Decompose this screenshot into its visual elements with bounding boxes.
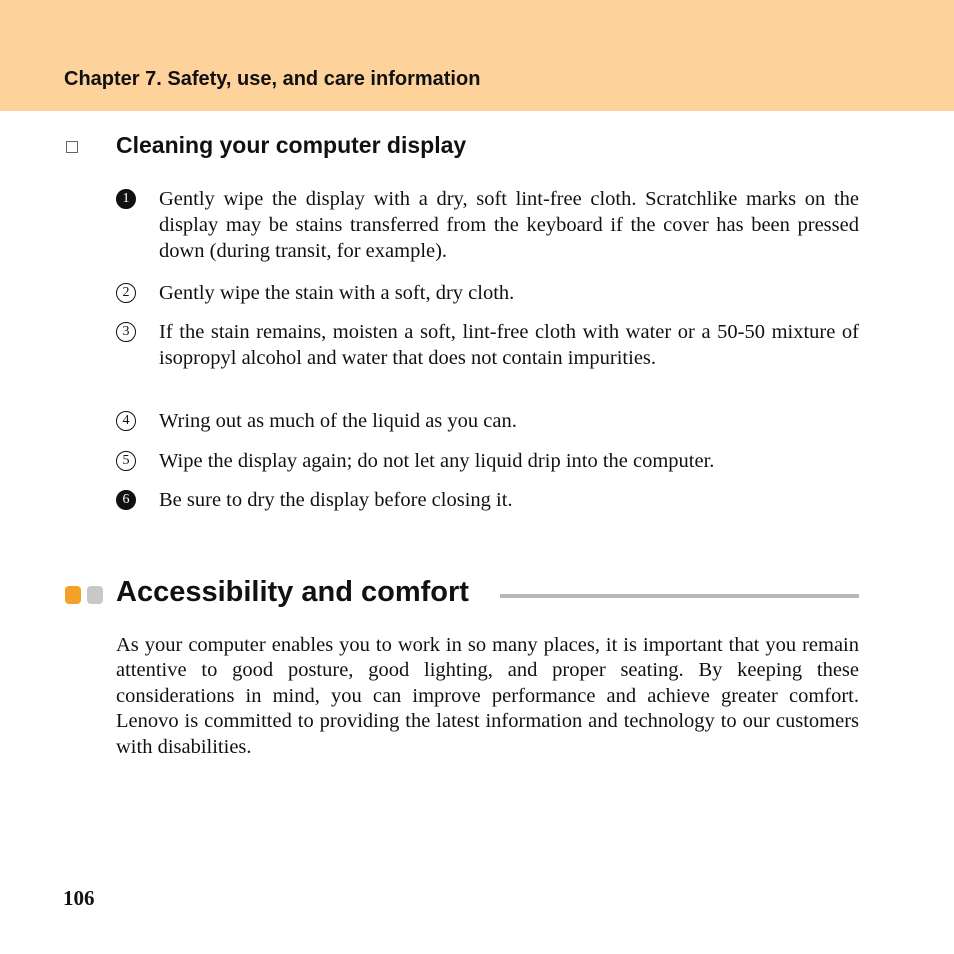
step-text-2: Gently wipe the stain with a soft, dry cloth. — [159, 282, 515, 304]
step-text-1: Gently wipe the display with a dry, soft lint-free cloth. Scratchlike marks on the display may be stains transferred from the keyboard if the cover has been pressed down (during transit, for example). — [159, 188, 859, 262]
step-text-5: Wipe the display again; do not let any liquid drip into the computer. — [159, 450, 715, 472]
step-text-6: Be sure to dry the display before closing it. — [159, 489, 513, 511]
step-number-5: 5 — [116, 451, 136, 471]
step-number-2: 2 — [116, 283, 136, 303]
subsection-heading: Cleaning your computer display — [116, 132, 467, 158]
step-number-4: 4 — [116, 411, 136, 431]
square-bullet-icon — [66, 141, 78, 153]
step-item-2 — [116, 280, 859, 306]
page-number: 106 — [63, 886, 95, 910]
section-paragraph: As your computer enables you to work in so many places, it is important that you remain attentive to good posture, good lighting, and proper seating. By keeping these considerations in mind, you can improve performance and achieve greater comfort. Lenovo is committed to providing the latest information and technology to our customers with disabilities. — [116, 634, 859, 758]
step-text-4: Wring out as much of the liquid as you can. — [159, 410, 517, 432]
step-item-3 — [116, 319, 859, 371]
step-number-6: 6 — [116, 490, 136, 510]
step-item-5 — [116, 448, 859, 474]
header-band — [0, 0, 954, 111]
orange-square-icon — [65, 586, 81, 604]
chapter-title: Chapter 7. Safety, use, and care information — [64, 68, 481, 90]
step-number-1: 1 — [116, 189, 136, 209]
gray-square-icon — [87, 586, 103, 604]
step-item-1 — [116, 186, 859, 264]
step-item-6 — [116, 487, 859, 513]
step-text-3: If the stain remains, moisten a soft, lint-free cloth with water or a 50-50 mixture of isopropyl alcohol and water that does not contain impurities. — [159, 321, 859, 369]
section-title: Accessibility and comfort — [116, 576, 469, 608]
step-item-4 — [116, 408, 859, 434]
step-number-3: 3 — [116, 322, 136, 342]
section-divider — [500, 594, 859, 598]
